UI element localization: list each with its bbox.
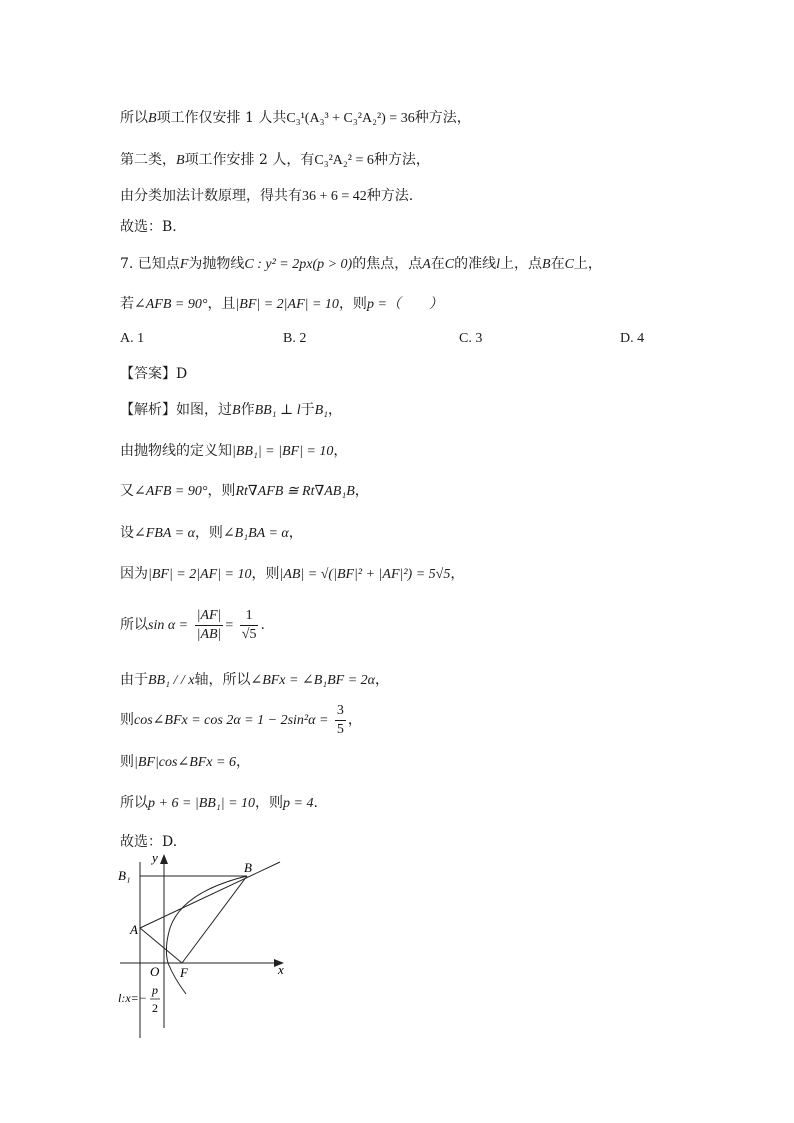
text-line-3: 由分类加法计数原理，得共有36 + 6 = 42种方法. — [120, 188, 414, 204]
parabola-figure — [112, 848, 312, 1038]
text-line-2: 第二类，B项工作安排 2 人，有C₃²A₂² = 6种方法， — [120, 152, 430, 168]
label-a: A — [130, 922, 138, 937]
step-5: 所以sin α = $\frac{|AF|}{|AB|}$ = $\frac{1}{√5}$ . — [120, 607, 265, 642]
y-axis-arrow — [160, 854, 168, 864]
step-8: 则|BF|cos∠BFx = 6， — [120, 754, 250, 770]
fraction-1-root5: $\frac{1}{√5}$ — [241, 607, 257, 642]
label-b1: B₁ — [118, 868, 131, 883]
fraction-af-ab: $\frac{|AF|}{|AB|}$ — [196, 607, 222, 642]
label-b: B — [244, 860, 252, 875]
question-7-line-1: 7. 已知点F为抛物线C : y² = 2px(p > 0)的焦点，点A在C的准线l上，点B在C上， — [120, 256, 602, 272]
option-a: A. 1 — [120, 331, 145, 346]
step-1: 由抛物线的定义知|BB₁| = |BF| = 10， — [120, 443, 348, 459]
question-7-line-2: 若∠AFB = 90°，且|BF| = 2|AF| = 10，则p =（ ） — [120, 296, 443, 312]
fraction-3-5: $\frac{3}{5}$ — [336, 702, 344, 737]
answer-label: 【答案】D — [120, 366, 188, 382]
label-x: x — [278, 962, 284, 977]
directrix-label: l:x=− — [118, 991, 147, 1005]
label-f: F — [180, 965, 188, 980]
option-d: D. 4 — [620, 331, 645, 346]
line-ab — [140, 862, 280, 928]
text-line-4: 故选：B. — [120, 219, 177, 235]
directrix-numerator: p — [152, 983, 158, 997]
label-o: O — [150, 964, 160, 979]
option-b: B. 2 — [283, 331, 307, 346]
parabola-curve — [166, 876, 247, 994]
segment-bf — [182, 876, 247, 963]
step-4: 因为|BF| = 2|AF| = 10，则|AB| = √(|BF|² + |AF|²) = 5√5， — [120, 566, 465, 582]
step-6: 由于BB₁ / / x轴，所以∠BFx = ∠B₁BF = 2α， — [120, 672, 390, 688]
final-answer: 故选：D. — [120, 834, 178, 850]
step-3: 设∠FBA = α，则∠B₁BA = α， — [120, 525, 303, 541]
label-y: y — [152, 850, 158, 865]
segment-af — [140, 928, 182, 963]
directrix-denominator: 2 — [152, 1001, 158, 1015]
option-c: C. 3 — [459, 331, 483, 346]
step-7: 则cos∠BFx = cos 2α = 1 − 2sin²α = $\frac{3}{5}$ ， — [120, 702, 362, 737]
step-9: 所以p + 6 = |BB₁| = 10，则p = 4. — [120, 795, 318, 811]
analysis-intro: 【解析】如图，过B作BB₁ ⊥ l于B₁， — [120, 402, 343, 418]
step-2: 又∠AFB = 90°，则Rt∇AFB ≅ Rt∇AB₁B， — [120, 483, 369, 499]
text-line-1: 所以B项工作仅安排 1 人共C₃¹(A₃³ + C₃²A₂²) = 36种方法， — [120, 110, 471, 126]
